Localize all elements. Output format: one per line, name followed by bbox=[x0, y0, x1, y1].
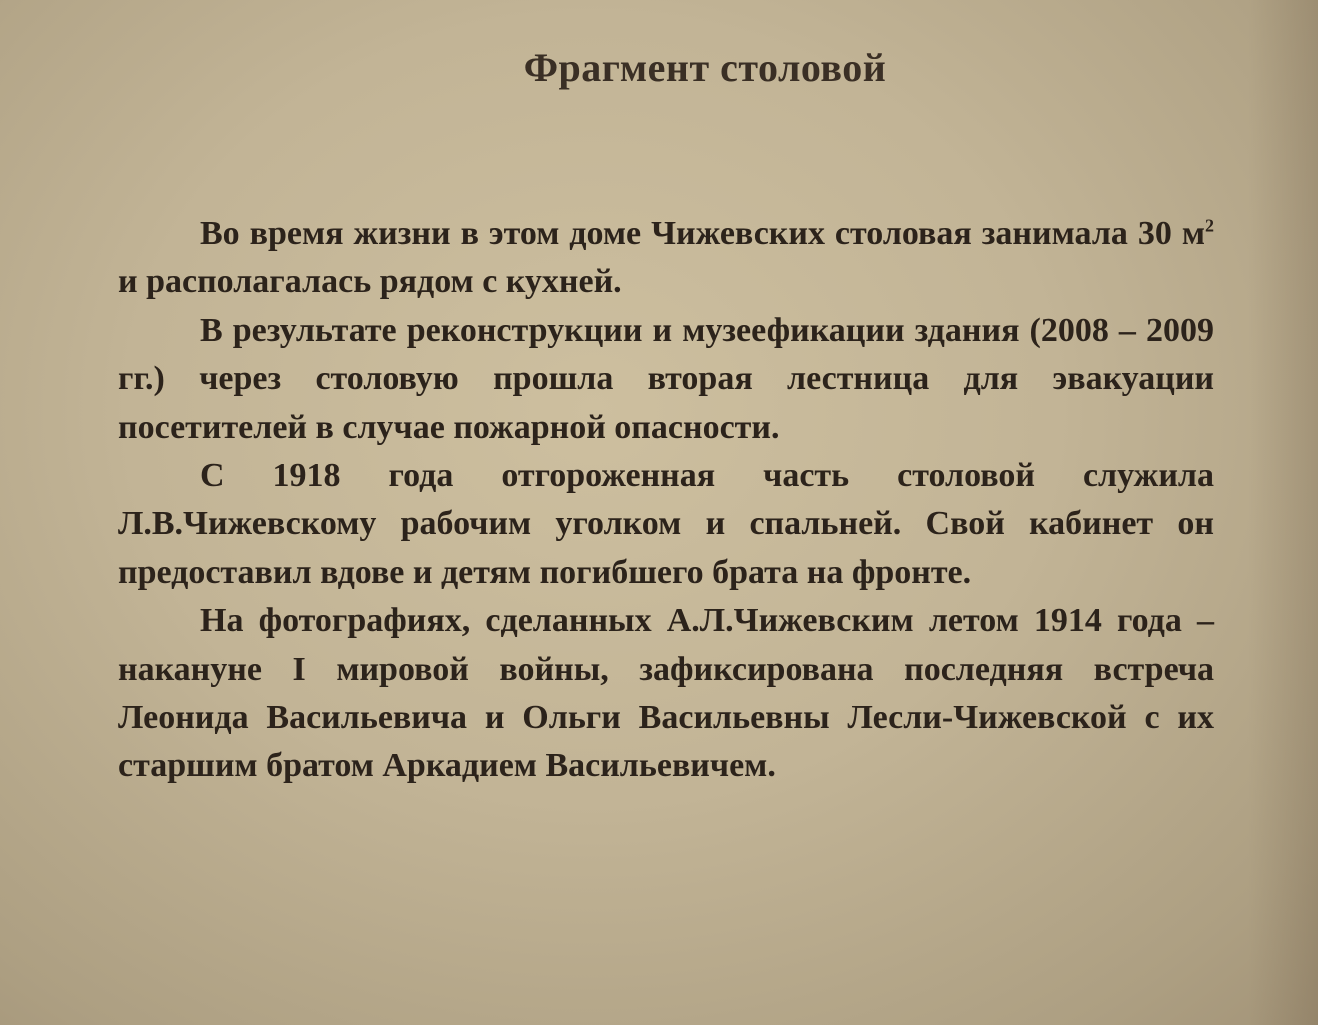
placard-title: Фрагмент столовой bbox=[523, 45, 887, 90]
paragraph-dining-room-size bbox=[118, 210, 1214, 307]
paragraph-photographs: На фотографиях, сделанных А.Л.Чижевским летом 1914 года – накануне I мировой войны, зафиксирована последняя встреча Леонида Васильевича и Ольги Васильевны Лесли-Чижевской с их старшим братом Аркадием Васильевичем. bbox=[118, 602, 1214, 785]
placard-body bbox=[118, 210, 1214, 791]
paragraph-reconstruction: В результате реконструкции и музеефикации здания (2008 – 2009 гг.) через столовую прошла вторая лестница для эвакуации посетителей в случае пожарной опасности. bbox=[118, 311, 1214, 446]
placard-shadow-edge bbox=[1248, 0, 1318, 1025]
paragraph-1-text-b: и располагалась рядом с кухней. bbox=[118, 263, 622, 301]
paragraph-1-text-a: Во время жизни в этом доме Чижевских столовая занимала 30 м bbox=[200, 215, 1205, 252]
square-meter-superscript: 2 bbox=[1205, 215, 1214, 236]
paragraph-1918: С 1918 года отгороженная часть столовой служила Л.В.Чижевскому рабочим уголком и спальней. Свой кабинет он предоставил вдове и детям погибшего брата на фронте. bbox=[118, 457, 1214, 591]
